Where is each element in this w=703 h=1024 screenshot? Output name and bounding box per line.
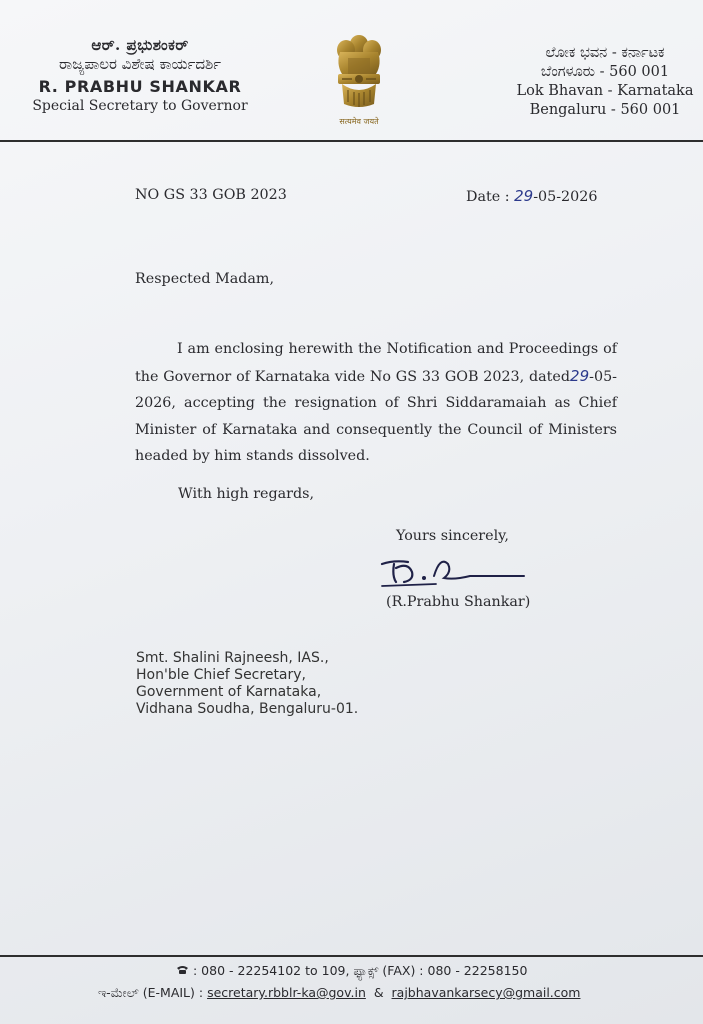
regards-line: With high regards, — [178, 486, 315, 502]
email-link-gov[interactable]: secretary.rbblr-ka@gov.in — [207, 985, 366, 1000]
letter-body-paragraph — [135, 336, 617, 470]
signatory-name: (R.Prabhu Shankar) — [386, 594, 531, 610]
addressee-line-4: Vidhana Soudha, Bengaluru-01. — [136, 701, 359, 717]
office-address-line-2: Bengaluru - 560 001 — [529, 102, 681, 118]
date-day-handwritten: 29 — [514, 187, 534, 205]
office-address — [515, 44, 695, 120]
addressee-block — [136, 650, 358, 718]
state-emblem-icon — [326, 30, 392, 130]
email-label: ಇ-ಮೇಲ್ (E-MAIL) : — [98, 985, 208, 1000]
reference-number: NO GS 33 GOB 2023 — [135, 187, 287, 203]
sender-title: Special Secretary to Governor — [32, 98, 248, 114]
phone-fax-text: : 080 - 22254102 to 109, ಫ್ಯಾಕ್ಸ್ (FAX) : 080 - 22258150 — [193, 963, 528, 978]
office-address-line-1: Lok Bhavan - Karnataka — [516, 83, 694, 99]
addressee-line-1: Smt. Shalini Rajneesh, IAS., — [136, 650, 329, 666]
letter-date — [466, 187, 597, 205]
sender-name: R. PRABHU SHANKAR — [38, 77, 242, 96]
phone-icon — [176, 963, 189, 978]
date-label: Date : — [466, 189, 515, 205]
addressee-line-3: Government of Karnataka, — [136, 684, 322, 700]
closing-line: Yours sincerely, — [396, 528, 509, 544]
paragraph-part-1: I am enclosing herewith the Notification and Proceedings of the Governor of Karnataka vide No GS 33 GOB 2023, dated — [135, 341, 617, 385]
sender-title-kannada: ರಾಜ್ಯಪಾಲರ ವಿಶೇಷ ಕಾರ್ಯದರ್ಶಿ — [58, 55, 222, 73]
footer-email — [98, 985, 580, 1001]
addressee-line-2: Hon'ble Chief Secretary, — [136, 667, 307, 683]
footer-phone-fax — [176, 963, 527, 979]
date-month-year: -05-2026 — [533, 189, 598, 205]
emblem-caption: सत्यमेव जयते — [339, 117, 379, 126]
email-separator: & — [365, 985, 392, 1000]
paragraph-part-2: -05-2026, accepting the resignation of Shri Siddaramaiah as Chief Minister of Karnataka and consequently the Council of Ministers headed by him stands dissolved. — [135, 368, 617, 464]
email-link-gmail[interactable]: rajbhavankarsecy@gmail.com — [391, 985, 581, 1000]
sender-block — [30, 36, 250, 114]
salutation: Respected Madam, — [135, 271, 275, 287]
sender-name-kannada: ಆರ್. ಪ್ರಭುಶಂಕರ್ — [91, 36, 189, 54]
footer-divider — [0, 955, 703, 957]
handwritten-signature — [374, 546, 534, 590]
paragraph-day-handwritten: 29 — [570, 366, 590, 385]
office-address-kannada-1: ಲೋಕ ಭವನ - ಕರ್ನಾಟಕ — [545, 45, 665, 61]
header-divider — [0, 140, 703, 142]
office-address-kannada-2: ಬೆಂಗಳೂರು - 560 001 — [540, 64, 670, 80]
